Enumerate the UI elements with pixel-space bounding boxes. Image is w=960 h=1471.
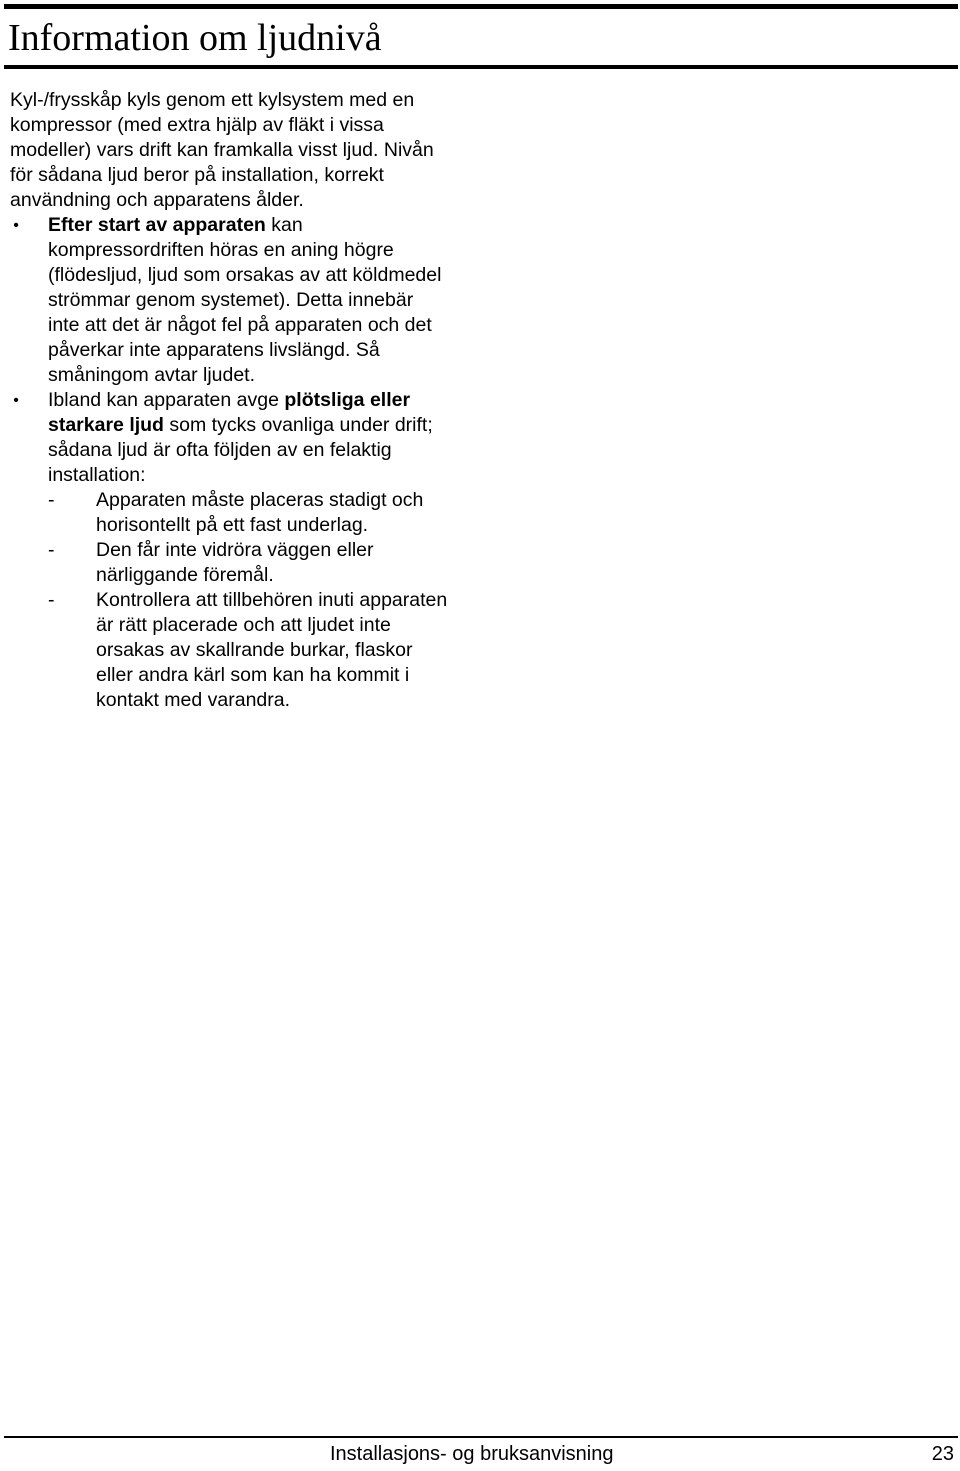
list-item-text: Kontrollera att tillbehören inuti apparaten är rätt placerade och att ljudet inte orsakas av skallrande burkar, flaskor eller andra kärl som kan ha kommit i kontakt med varandra. (96, 589, 448, 711)
bullet-pre-text: Ibland kan apparaten avge (48, 389, 285, 411)
page-number: 23 (931, 1443, 954, 1465)
footer-title: Installasjons- og bruksanvisning (330, 1443, 614, 1465)
bullet-bold-text: plötsliga eller starkare ljud (48, 389, 411, 436)
bullet-icon: • (13, 217, 19, 234)
dash-icon: - (48, 539, 55, 561)
list-item-text: Apparaten måste placeras stadigt och horisontellt på ett fast underlag. (96, 489, 424, 536)
title-underline (4, 65, 958, 69)
bullet-text: som tycks ovanliga under drift; sådana ljud är ofta följden av en felaktig installation: (48, 414, 433, 486)
list-item-text: Den får inte vidröra väggen eller närliggande föremål. (96, 539, 374, 586)
dash-icon: - (48, 489, 55, 511)
installation-checklist (48, 488, 450, 713)
bullet-item-sudden-noise (10, 388, 450, 713)
footer-rule (4, 1436, 958, 1438)
main-content (10, 88, 450, 713)
list-item (48, 488, 450, 538)
bullet-icon: • (13, 392, 19, 409)
bullet-text: kan kompressordriften höras en aning högre (flödesljud, ljud som orsakas av att köldmedel strömmar genom systemet). Detta innebär inte att det är något fel på apparaten och det påverkar inte apparatens livslängd. Så småningom avtar ljudet. (48, 214, 442, 386)
list-item (48, 538, 450, 588)
page-title: Information om ljudnivå (8, 17, 382, 59)
list-item (48, 588, 450, 713)
dash-icon: - (48, 589, 55, 611)
bullet-item-startup-noise (10, 213, 450, 388)
intro-paragraph: Kyl-/frysskåp kyls genom ett kylsystem med en kompressor (med extra hjälp av fläkt i vissa modeller) vars drift kan framkalla visst ljud. Nivån för sådana ljud beror på installation, korrekt användning och apparatens ålder. (10, 89, 434, 211)
top-rule (4, 4, 958, 9)
bullet-list (10, 213, 450, 713)
bullet-bold-text: Efter start av apparaten (48, 214, 266, 236)
